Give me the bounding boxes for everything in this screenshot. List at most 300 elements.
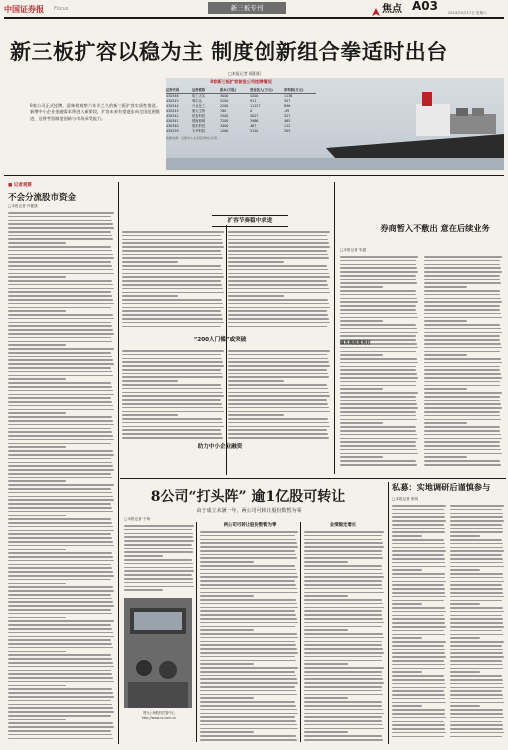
right-top-col-b bbox=[424, 256, 502, 471]
text-line bbox=[340, 460, 416, 462]
text-line bbox=[450, 558, 503, 560]
text-line bbox=[122, 384, 221, 386]
text-line bbox=[122, 414, 178, 416]
text-line bbox=[8, 613, 112, 615]
text-line bbox=[340, 275, 416, 277]
text-line bbox=[8, 594, 111, 596]
text-line bbox=[424, 415, 500, 417]
text-line bbox=[340, 290, 416, 292]
text-line bbox=[424, 419, 501, 421]
text-line bbox=[392, 641, 446, 643]
text-line bbox=[424, 366, 500, 368]
text-line bbox=[228, 280, 327, 282]
text-line bbox=[8, 378, 66, 380]
text-line bbox=[424, 279, 500, 281]
bottom-byline: □本报记者 于海 bbox=[124, 517, 151, 521]
right-top-headline: 券商暂入不敷出 意在后续业务 bbox=[380, 223, 490, 233]
text-line bbox=[8, 254, 113, 256]
text-line bbox=[200, 705, 296, 707]
text-line bbox=[228, 414, 284, 416]
text-line bbox=[8, 352, 111, 354]
text-line bbox=[8, 677, 113, 679]
text-line bbox=[304, 690, 382, 692]
text-line bbox=[392, 596, 446, 598]
text-line bbox=[304, 607, 384, 609]
text-line bbox=[8, 692, 113, 694]
text-line bbox=[228, 295, 284, 297]
text-line bbox=[450, 652, 503, 654]
text-line bbox=[304, 686, 382, 688]
text-line bbox=[8, 673, 112, 675]
table-header bbox=[166, 87, 316, 94]
text-line bbox=[424, 339, 500, 341]
text-line bbox=[200, 561, 254, 563]
table-header-profit: 净利润(万元) bbox=[284, 88, 304, 92]
text-line bbox=[8, 636, 114, 638]
text-line bbox=[450, 581, 504, 583]
text-line bbox=[450, 573, 503, 575]
table-cell: 465 bbox=[284, 119, 291, 123]
table-row bbox=[166, 129, 316, 134]
text-line bbox=[424, 453, 502, 455]
text-line bbox=[392, 645, 444, 647]
table-cell: 哈工大实 bbox=[192, 94, 206, 98]
table-body bbox=[166, 94, 316, 134]
text-line bbox=[304, 709, 383, 711]
text-line bbox=[304, 671, 382, 673]
text-line bbox=[200, 652, 298, 654]
text-line bbox=[200, 690, 296, 692]
text-line bbox=[124, 544, 192, 546]
text-line bbox=[450, 736, 502, 738]
text-line bbox=[424, 460, 500, 462]
center-col-b-body-2 bbox=[228, 350, 330, 490]
table-cell: 430346 bbox=[166, 94, 179, 98]
text-line bbox=[424, 426, 500, 428]
text-line bbox=[304, 603, 383, 605]
text-line bbox=[304, 565, 382, 567]
text-line bbox=[340, 271, 418, 273]
text-line bbox=[8, 344, 66, 346]
text-line bbox=[450, 569, 480, 571]
text-line bbox=[340, 267, 417, 269]
text-line bbox=[8, 583, 66, 585]
text-line bbox=[228, 231, 330, 233]
text-line bbox=[340, 403, 417, 405]
text-line bbox=[8, 367, 111, 369]
text-line bbox=[424, 335, 500, 337]
text-line bbox=[304, 626, 382, 628]
text-line bbox=[392, 558, 445, 560]
text-line bbox=[340, 430, 416, 432]
text-line bbox=[340, 298, 417, 300]
text-line bbox=[304, 610, 382, 612]
left-kicker: ■ 记者观察 bbox=[8, 183, 32, 188]
text-line bbox=[392, 649, 445, 651]
table-cell: 联东科技 bbox=[192, 124, 206, 128]
text-line bbox=[304, 569, 382, 571]
text-line bbox=[392, 566, 446, 568]
text-line bbox=[8, 280, 112, 282]
text-line bbox=[304, 573, 383, 575]
text-line bbox=[392, 652, 445, 654]
text-line bbox=[8, 552, 112, 554]
table-header-code: 证券代码 bbox=[166, 88, 180, 92]
table-cell: 430340 bbox=[166, 124, 179, 128]
text-line bbox=[200, 554, 296, 556]
text-line bbox=[450, 671, 480, 673]
text-line bbox=[304, 739, 383, 741]
text-line bbox=[122, 407, 223, 409]
text-line bbox=[122, 418, 222, 420]
text-line bbox=[304, 682, 384, 684]
text-line bbox=[124, 582, 193, 584]
table-cell: 430339 bbox=[166, 129, 179, 133]
text-line bbox=[450, 543, 503, 545]
text-line bbox=[450, 539, 502, 541]
text-line bbox=[200, 663, 254, 665]
text-line bbox=[124, 574, 192, 576]
text-line bbox=[8, 454, 114, 456]
text-line bbox=[450, 516, 503, 518]
text-line bbox=[392, 660, 444, 662]
text-line bbox=[200, 641, 295, 643]
text-line bbox=[228, 261, 284, 263]
text-line bbox=[340, 362, 418, 364]
table-header-capital: 股本(万股) bbox=[220, 88, 237, 92]
text-line bbox=[340, 373, 417, 375]
text-line bbox=[124, 540, 194, 542]
text-line bbox=[340, 256, 418, 258]
text-line bbox=[122, 318, 223, 320]
text-line bbox=[228, 239, 328, 241]
text-line bbox=[424, 358, 501, 360]
text-line bbox=[228, 369, 327, 371]
column-divider-4 bbox=[196, 522, 197, 742]
text-line bbox=[8, 560, 114, 562]
text-line bbox=[450, 520, 504, 522]
text-line bbox=[8, 670, 111, 672]
text-line bbox=[200, 576, 298, 578]
text-line bbox=[8, 632, 113, 634]
text-line bbox=[8, 435, 113, 437]
text-line bbox=[228, 299, 328, 301]
text-line bbox=[200, 660, 296, 662]
text-line bbox=[124, 563, 193, 565]
text-line bbox=[424, 377, 502, 379]
text-line bbox=[340, 419, 417, 421]
table-cell: 7200 bbox=[220, 119, 229, 123]
table-source: 数据来源：全国中小企业股份转让系统 bbox=[166, 136, 218, 140]
text-line bbox=[200, 678, 297, 680]
text-line bbox=[8, 738, 113, 740]
right-bottom-headline: 私募：实地调研后谨慎参与 bbox=[392, 482, 491, 492]
text-line bbox=[200, 550, 295, 552]
bottom-headline: 8公司“打头阵” 逾1亿股可转让 bbox=[150, 489, 346, 505]
text-line bbox=[8, 530, 114, 532]
text-line bbox=[392, 607, 445, 609]
text-line bbox=[200, 573, 297, 575]
text-line bbox=[340, 301, 418, 303]
text-line bbox=[424, 381, 500, 383]
text-line bbox=[304, 705, 382, 707]
text-line bbox=[450, 698, 503, 700]
text-line bbox=[304, 678, 383, 680]
text-line bbox=[450, 509, 502, 511]
text-line bbox=[8, 579, 111, 581]
text-line bbox=[424, 320, 467, 322]
text-line bbox=[122, 322, 224, 324]
text-line bbox=[8, 363, 114, 365]
text-line bbox=[228, 392, 329, 394]
table-cell: 327 bbox=[284, 114, 291, 118]
text-line bbox=[122, 261, 178, 263]
text-line bbox=[450, 641, 504, 643]
text-line bbox=[8, 299, 113, 301]
text-line bbox=[340, 347, 418, 349]
text-line bbox=[8, 231, 111, 233]
bottom-subhead-right: 业绩稳定增长 bbox=[329, 523, 357, 528]
text-line bbox=[8, 462, 112, 464]
text-line bbox=[304, 644, 382, 646]
text-line bbox=[228, 418, 328, 420]
text-line bbox=[340, 313, 417, 315]
text-line bbox=[424, 362, 502, 364]
text-line bbox=[8, 390, 113, 392]
page-number: A03 bbox=[412, 0, 438, 13]
text-line bbox=[424, 392, 502, 394]
text-line bbox=[304, 542, 383, 544]
text-line bbox=[392, 656, 446, 658]
text-line bbox=[392, 584, 444, 586]
text-line bbox=[424, 354, 467, 356]
text-line bbox=[200, 633, 297, 635]
text-line bbox=[450, 603, 480, 605]
table-cell: 430341 bbox=[166, 119, 179, 123]
text-line bbox=[8, 329, 113, 331]
text-line bbox=[124, 586, 194, 588]
column-divider-3 bbox=[334, 182, 335, 474]
text-line bbox=[8, 473, 111, 475]
text-line bbox=[8, 382, 111, 384]
text-line bbox=[8, 273, 114, 275]
text-line bbox=[450, 728, 503, 730]
text-line bbox=[392, 600, 444, 602]
text-line bbox=[450, 596, 504, 598]
text-line bbox=[8, 586, 113, 588]
text-line bbox=[424, 332, 502, 334]
text-line bbox=[8, 469, 114, 471]
table-cell: 4027 bbox=[250, 114, 259, 118]
text-line bbox=[392, 618, 445, 620]
text-line bbox=[122, 265, 221, 267]
center-sub1-box bbox=[212, 215, 288, 227]
text-line bbox=[200, 535, 295, 537]
text-line bbox=[392, 573, 445, 575]
text-line bbox=[340, 358, 417, 360]
table-cell: 205 bbox=[284, 129, 291, 133]
text-line bbox=[8, 235, 112, 237]
center-sub3: 助力中小企业融资 bbox=[197, 444, 243, 450]
text-line bbox=[304, 539, 382, 541]
text-line bbox=[8, 711, 114, 713]
text-line bbox=[392, 611, 446, 613]
text-line bbox=[8, 257, 114, 259]
text-line bbox=[200, 592, 298, 594]
left-headline: 不会分流股市资金 bbox=[8, 193, 77, 203]
text-line bbox=[122, 365, 224, 367]
bottom-subheadline: 由于成立未满一年，两公司可转让股份数暂为零 bbox=[196, 508, 302, 514]
text-line bbox=[124, 548, 193, 550]
text-line bbox=[340, 445, 416, 447]
text-line bbox=[228, 358, 328, 360]
text-line bbox=[200, 607, 298, 609]
text-line bbox=[392, 675, 444, 677]
table-cell: 3150 bbox=[250, 129, 259, 133]
center-sub2-box bbox=[170, 335, 270, 345]
text-line bbox=[8, 227, 114, 229]
table-cell: 兴业化工 bbox=[192, 104, 206, 108]
text-line bbox=[8, 371, 112, 373]
text-line bbox=[304, 731, 348, 733]
text-line bbox=[424, 275, 500, 277]
text-line bbox=[228, 388, 328, 390]
text-line bbox=[304, 713, 384, 715]
text-line bbox=[424, 441, 500, 443]
photo-url: http://www.cs.com.cn bbox=[141, 716, 177, 720]
text-line bbox=[228, 380, 284, 382]
text-line bbox=[450, 702, 504, 704]
text-line bbox=[228, 273, 329, 275]
text-line bbox=[8, 314, 113, 316]
text-line bbox=[228, 426, 330, 428]
text-line bbox=[200, 603, 297, 605]
text-line bbox=[304, 720, 382, 722]
text-line bbox=[8, 492, 112, 494]
text-line bbox=[340, 320, 383, 322]
text-line bbox=[424, 434, 501, 436]
text-line bbox=[8, 401, 112, 403]
text-line bbox=[450, 600, 502, 602]
text-line bbox=[122, 307, 224, 309]
text-line bbox=[392, 622, 445, 624]
text-line bbox=[304, 622, 384, 624]
table-cell: 430343 bbox=[166, 109, 179, 113]
text-line bbox=[450, 615, 502, 617]
text-line bbox=[8, 428, 111, 430]
text-line bbox=[304, 724, 383, 726]
text-line bbox=[200, 569, 296, 571]
text-line bbox=[340, 400, 416, 402]
text-line bbox=[392, 531, 445, 533]
text-line bbox=[304, 648, 383, 650]
text-line bbox=[8, 405, 113, 407]
text-line bbox=[8, 734, 112, 736]
text-line bbox=[340, 282, 417, 284]
text-line bbox=[8, 662, 113, 664]
text-line bbox=[8, 651, 66, 653]
text-line bbox=[304, 614, 382, 616]
text-line bbox=[424, 407, 502, 409]
text-line bbox=[392, 732, 446, 734]
text-line bbox=[200, 588, 297, 590]
text-line bbox=[122, 369, 221, 371]
text-line bbox=[228, 376, 329, 378]
date-line: 2014年5月17日 星期六 bbox=[448, 11, 487, 15]
table-cell: 康大生物 bbox=[192, 109, 206, 113]
text-line bbox=[340, 309, 416, 311]
text-line bbox=[8, 450, 113, 452]
text-line bbox=[122, 250, 221, 252]
text-line bbox=[340, 351, 416, 353]
text-line bbox=[122, 388, 222, 390]
text-line bbox=[122, 429, 221, 431]
text-line bbox=[450, 630, 502, 632]
table-cell: 恒泰科技 bbox=[192, 114, 206, 118]
text-line bbox=[424, 256, 502, 258]
masthead bbox=[0, 0, 508, 18]
text-line bbox=[450, 649, 503, 651]
text-line bbox=[200, 542, 297, 544]
text-line bbox=[340, 438, 418, 440]
text-line bbox=[228, 254, 328, 256]
text-line bbox=[450, 679, 503, 681]
text-line bbox=[200, 557, 297, 559]
text-line bbox=[450, 611, 504, 613]
text-line bbox=[340, 385, 416, 387]
bottom-subhead-center: 两公司可转让股份数暂为零 bbox=[223, 523, 277, 528]
text-line bbox=[8, 571, 113, 573]
text-line bbox=[304, 667, 384, 669]
text-line bbox=[8, 526, 113, 528]
text-line bbox=[8, 696, 114, 698]
text-line bbox=[124, 559, 192, 561]
text-line bbox=[392, 581, 446, 583]
text-line bbox=[122, 299, 222, 301]
text-line bbox=[228, 437, 329, 439]
text-line bbox=[450, 656, 504, 658]
text-line bbox=[304, 592, 384, 594]
text-line bbox=[200, 618, 297, 620]
text-line bbox=[8, 307, 111, 309]
text-line bbox=[450, 713, 503, 715]
text-line bbox=[124, 551, 193, 553]
text-line bbox=[8, 265, 112, 267]
text-line bbox=[8, 212, 114, 214]
text-line bbox=[450, 622, 503, 624]
text-line bbox=[124, 533, 193, 535]
text-line bbox=[8, 480, 66, 482]
text-line bbox=[122, 284, 222, 286]
center-col-a-body-2 bbox=[122, 350, 224, 490]
text-line bbox=[392, 728, 445, 730]
text-line bbox=[424, 351, 500, 353]
text-line bbox=[340, 286, 383, 288]
text-line bbox=[200, 629, 254, 631]
right-bottom-col-a bbox=[392, 505, 446, 743]
bottom-col-a-top bbox=[124, 525, 194, 593]
text-line bbox=[450, 588, 503, 590]
text-line bbox=[200, 546, 298, 548]
text-line bbox=[424, 411, 500, 413]
paper-name: 中国证券报 bbox=[4, 5, 44, 14]
text-line bbox=[392, 528, 445, 530]
text-line bbox=[392, 509, 444, 511]
text-line bbox=[424, 267, 501, 269]
listing-table bbox=[166, 79, 316, 140]
text-line bbox=[200, 694, 297, 696]
text-line bbox=[8, 564, 111, 566]
